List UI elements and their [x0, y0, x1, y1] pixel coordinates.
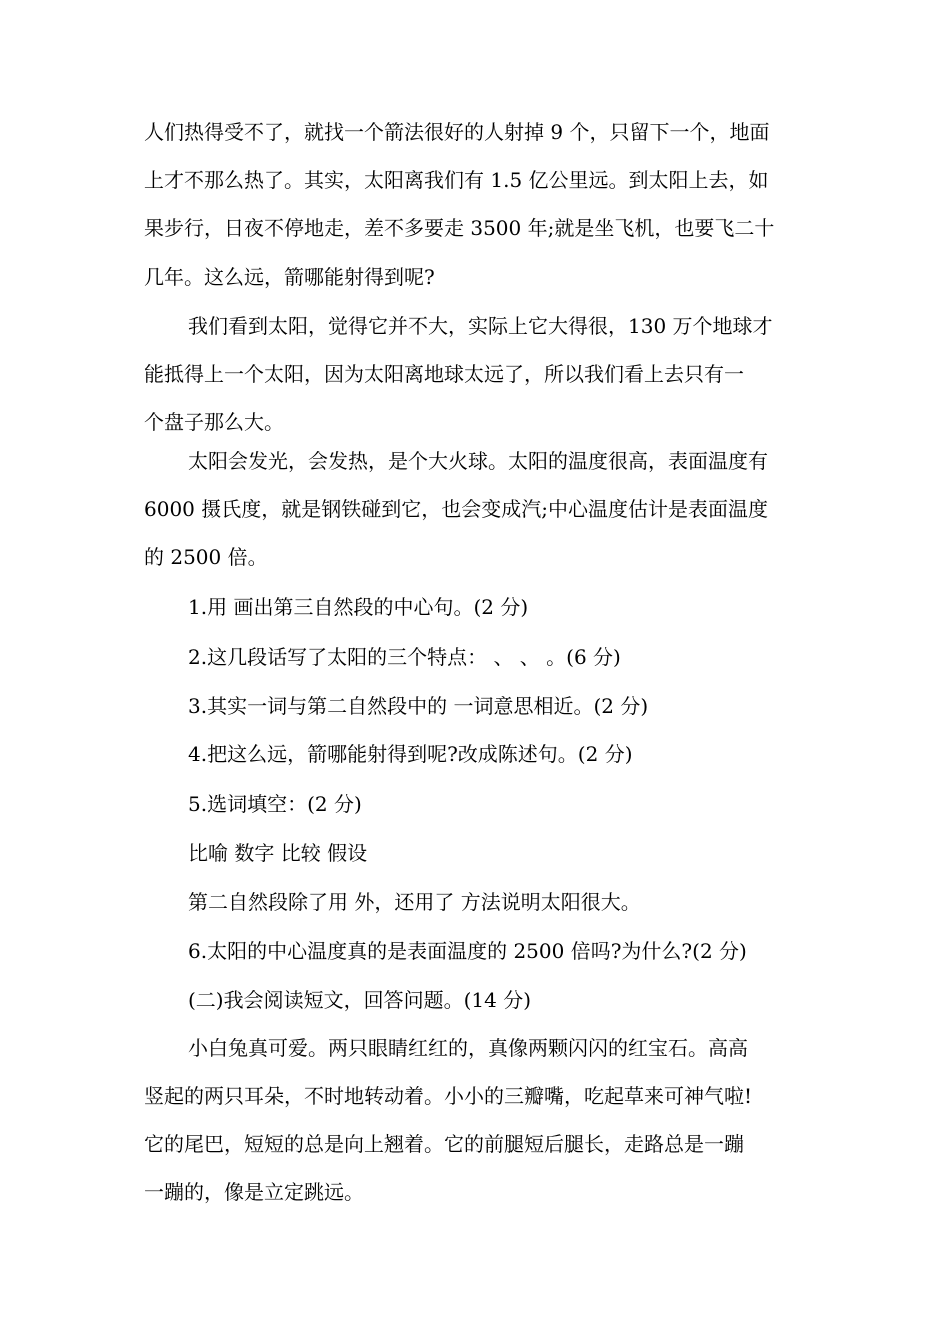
document-page: 人们热得受不了，就找一个箭法很好的人射掉 9 个，只留下一个，地面 上才不那么热了。其实，太阳离我们有 1.5 亿公里远。到太阳上去，如 果步行，日夜不停地走，差不多要走 3500 年;就是坐飞机，也要飞二十 几年。这么远，箭哪能射得到呢? 我们看到太阳，觉得它并不大，实际上它大得很，130 万个地球才 能抵得上一个太阳，因为太阳离地球太远了，所以我们看上去只有一 个盘子那么大。 太阳会发光，会发热，是个大火球。太阳的温度很高，表面温度有 6000 摄氏度，就是钢铁碰到它，也会变成汽;中心温度估计是表面温度 的 2500 倍。 1.用 画出第三自然段的中心句。(2 分) 2.这几段话写了太阳的三个特点： 、 、 。(6 分) 3.其实一词与第二自然段中的 一词意思相近。(2 分) 4.把这么远，箭哪能射得到呢?改成陈述句。(2 分) 5.选词填空：(2 分) 比喻 数字 比较 假设 第二自然段除了用 外，还用了 方法说明太阳很大。 6.太阳的中心温度真的是表面温度的 2500 倍吗?为什么?(2 分) (二)我会阅读短文，回答问题。(14 分) 小白兔真可爱。两只眼睛红红的，真像两颗闪闪的红宝石。高高 竖起的两只耳朵，不时地转动着。小小的三瓣嘴，吃起草来可神气啦! 它的尾巴，短短的总是向上翘着。它的前腿短后腿长，走路总是一蹦 一蹦的，像是立定跳远。 — [144, 120, 775, 1204]
